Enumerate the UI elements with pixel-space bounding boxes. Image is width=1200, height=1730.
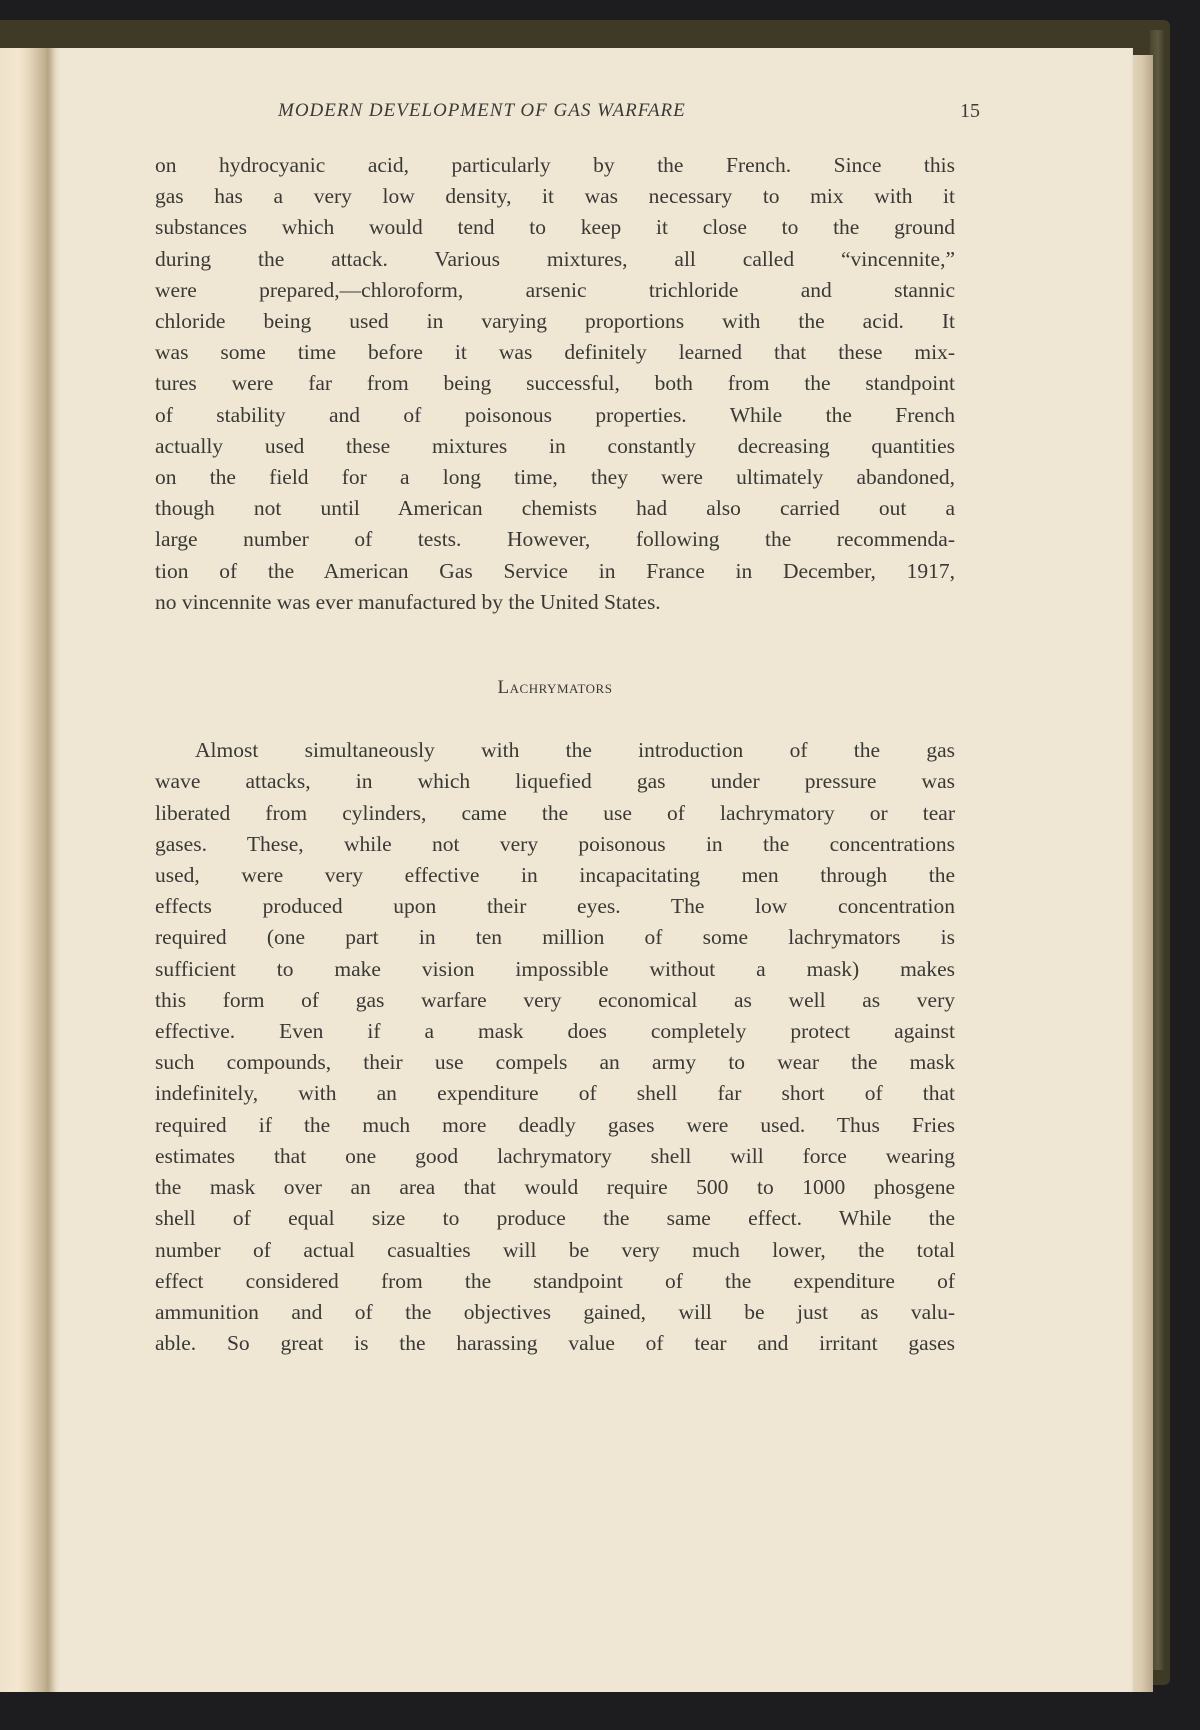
text-line: effective. Even if a mask does completely protect against: [155, 1019, 955, 1044]
text-line: indefinitely, with an expenditure of shell far short of that: [155, 1081, 955, 1106]
text-line: Almost simultaneously with the introduction of the gas: [195, 738, 955, 763]
text-line: tion of the American Gas Service in France in December, 1917,: [155, 558, 955, 583]
page-number: 15: [960, 100, 980, 122]
text-line: were prepared,—chloroform, arsenic trichloride and stannic: [155, 277, 955, 302]
text-line: required if the much more deadly gases were used. Thus Fries: [155, 1112, 955, 1137]
text-line: able. So great is the harassing value of tear and irritant gases: [155, 1331, 955, 1356]
text-line: chloride being used in varying proportions with the acid. It: [155, 309, 955, 334]
text-line: used, were very effective in incapacitating men through the: [155, 863, 955, 888]
text-line: large number of tests. However, following the recommenda-: [155, 527, 955, 552]
text-line: shell of equal size to produce the same effect. While the: [155, 1206, 955, 1231]
text-line: on hydrocyanic acid, particularly by the French. Since this: [155, 153, 955, 177]
text-line: though not until American chemists had also carried out a: [155, 496, 955, 521]
text-line: of stability and of poisonous properties. While the French: [155, 402, 955, 427]
text-line: gas has a very low density, it was necessary to mix with it: [155, 184, 955, 209]
text-line: required (one part in ten million of some lachrymators is: [155, 925, 955, 950]
text-line: sufficient to make vision impossible without a mask) makes: [155, 956, 955, 981]
text-line: was some time before it was definitely learned that these mix-: [155, 340, 955, 365]
text-line: during the attack. Various mixtures, all called “vincennite,”: [155, 246, 955, 271]
text-line: no vincennite was ever manufactured by the United States.: [155, 589, 661, 614]
text-line: liberated from cylinders, came the use of lachrymatory or tear: [155, 800, 955, 825]
text-line: effect considered from the standpoint of the expenditure of: [155, 1268, 955, 1293]
page-header: [150, 100, 980, 130]
text-line: tures were far from being successful, both from the standpoint: [155, 371, 955, 396]
text-line: effects produced upon their eyes. The low concentration: [155, 894, 955, 919]
text-line: ammunition and of the objectives gained, will be just as valu-: [155, 1299, 955, 1324]
body-text: [155, 150, 955, 1359]
text-line: gases. These, while not very poisonous in the concentrations: [155, 831, 955, 856]
text-line: on the field for a long time, they were ultimately abandoned,: [155, 465, 955, 490]
page-gutter: [0, 48, 60, 1713]
text-line: substances which would tend to keep it close to the ground: [155, 215, 955, 240]
text-line: such compounds, their use compels an army to wear the mask: [155, 1050, 955, 1075]
running-title: MODERN DEVELOPMENT OF GAS WARFARE: [278, 100, 686, 121]
text-line: actually used these mixtures in constantly decreasing quantities: [155, 433, 955, 458]
section-heading: Lachrymators: [497, 677, 613, 699]
background-surface: [0, 1692, 1200, 1730]
text-line: the mask over an area that would require 500 to 1000 phosgene: [155, 1175, 955, 1200]
paragraph: [155, 735, 955, 1359]
text-line: this form of gas warfare very economical as well as very: [155, 987, 955, 1012]
text-line: estimates that one good lachrymatory shell will force wearing: [155, 1143, 955, 1168]
paragraph: [155, 150, 955, 618]
text-line: number of actual casualties will be very much lower, the total: [155, 1237, 955, 1262]
text-line: wave attacks, in which liquefied gas under pressure was: [155, 769, 955, 794]
